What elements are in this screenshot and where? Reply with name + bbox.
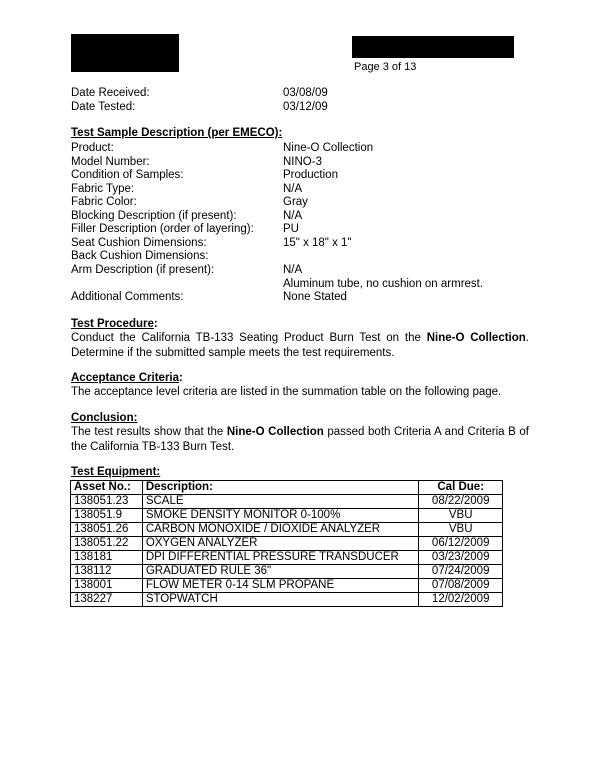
procedure-text-a: Conduct the California TB-133 Seating Product Burn Test on the: [71, 332, 427, 344]
equipment-header-row: [71, 481, 503, 495]
description-cell: STOPWATCH: [142, 593, 419, 607]
acceptance-text: The acceptance level criteria are listed in the summation table on the following page.: [71, 386, 502, 398]
asset-no-cell: 138051.22: [71, 537, 143, 551]
cal-due-cell: VBU: [419, 509, 503, 523]
field-label: Back Cushion Dimensions:: [71, 250, 209, 263]
procedure-heading-colon: :: [153, 318, 158, 330]
sample-description-heading: Test Sample Description (per EMECO):: [71, 127, 283, 139]
description-cell: DPI DIFFERENTIAL PRESSURE TRANSDUCER: [142, 551, 419, 565]
table-row: [71, 495, 503, 509]
cal-due-cell: 06/12/2009: [419, 537, 503, 551]
table-row: [71, 579, 503, 593]
asset-no-cell: 138181: [71, 551, 143, 565]
asset-no-cell: 138227: [71, 593, 143, 607]
field-label: Date Received:: [71, 87, 150, 99]
field-label: Product:: [71, 142, 114, 154]
conclusion-text: [71, 425, 529, 455]
conclusion-product-bold: Nine-O Collection: [226, 426, 324, 438]
cal-due-cell: VBU: [419, 523, 503, 537]
acceptance-heading-wrap: [71, 372, 183, 384]
acceptance-heading-colon: :: [179, 372, 183, 384]
column-header-asset: Asset No.:: [71, 481, 143, 495]
equipment-heading: Test Equipment:: [71, 466, 161, 478]
cal-due-cell: 07/24/2009: [419, 565, 503, 579]
asset-no-cell: 138051.26: [71, 523, 143, 537]
procedure-heading-wrap: [71, 318, 158, 330]
conclusion-text-a: The test results show that the: [71, 426, 227, 438]
cal-due-cell: 07/08/2009: [419, 579, 503, 593]
table-row: [71, 565, 503, 579]
acceptance-heading: Acceptance Criteria: [71, 372, 180, 384]
conclusion-text-b: passed both Criteria A and Criteria B of the California TB-133 Burn Test.: [71, 426, 529, 453]
field-value: N/A: [283, 182, 303, 195]
field-label: Fabric Type:: [71, 182, 135, 195]
cal-due-cell: 03/23/2009: [419, 551, 503, 565]
column-header-cal-due: Cal Due:: [419, 481, 503, 495]
field-label: Seat Cushion Dimensions:: [71, 236, 207, 249]
procedure-text: [71, 331, 529, 361]
table-row: [71, 537, 503, 551]
table-row: [71, 509, 503, 523]
description-cell: FLOW METER 0-14 SLM PROPANE: [142, 579, 419, 593]
field-value: Production: [283, 169, 338, 182]
cal-due-cell: 12/02/2009: [419, 593, 503, 607]
field-label: Model Number:: [71, 155, 150, 168]
field-label: Filler Description (order of layering):: [71, 223, 254, 236]
table-row: [71, 523, 503, 537]
field-label: Additional Comments:: [71, 291, 184, 304]
field-value: N/A: [283, 263, 303, 276]
field-label: Arm Description (if present):: [71, 263, 215, 276]
field-value: 03/12/09: [283, 101, 328, 113]
description-cell: SMOKE DENSITY MONITOR 0-100%: [142, 509, 419, 523]
redaction-block-right: [352, 36, 514, 58]
field-value: 15" x 18" x 1": [283, 236, 352, 249]
field-label: Date Tested:: [71, 101, 136, 113]
procedure-product-bold: Nine-O Collection: [426, 332, 526, 344]
field-value: Gray: [283, 196, 308, 209]
cal-due-cell: 08/22/2009: [419, 495, 503, 509]
asset-no-cell: 138112: [71, 565, 143, 579]
field-value: 03/08/09: [283, 87, 328, 99]
field-value: Nine-O Collection: [283, 142, 374, 154]
table-row: [71, 551, 503, 565]
description-cell: GRADUATED RULE 36": [142, 565, 419, 579]
field-value: N/A: [283, 209, 303, 222]
description-cell: OXYGEN ANALYZER: [142, 537, 419, 551]
conclusion-heading: Conclusion:: [71, 412, 138, 424]
equipment-table: [70, 480, 503, 607]
field-value: NINO-3: [283, 155, 322, 168]
procedure-text-b: . Determine if the submitted sample meets the test requirements.: [71, 332, 529, 359]
field-value: PU: [283, 223, 299, 236]
asset-no-cell: 138051.9: [71, 509, 143, 523]
equipment-table-body: [71, 495, 503, 607]
field-label: Blocking Description (if present):: [71, 209, 237, 222]
field-label: Condition of Samples:: [71, 169, 184, 182]
page-number: Page 3 of 13: [354, 61, 417, 73]
field-value: None Stated: [283, 291, 347, 304]
asset-no-cell: 138051.23: [71, 495, 143, 509]
asset-no-cell: 138001: [71, 579, 143, 593]
description-cell: SCALE: [142, 495, 419, 509]
procedure-heading: Test Procedure: [71, 318, 154, 330]
table-row: [71, 593, 503, 607]
description-cell: CARBON MONOXIDE / DIOXIDE ANALYZER: [142, 523, 419, 537]
field-label: Fabric Color:: [71, 196, 137, 209]
field-value: Aluminum tube, no cushion on armrest.: [283, 277, 484, 290]
redaction-block-left: [71, 34, 179, 72]
column-header-description: Description:: [142, 481, 419, 495]
